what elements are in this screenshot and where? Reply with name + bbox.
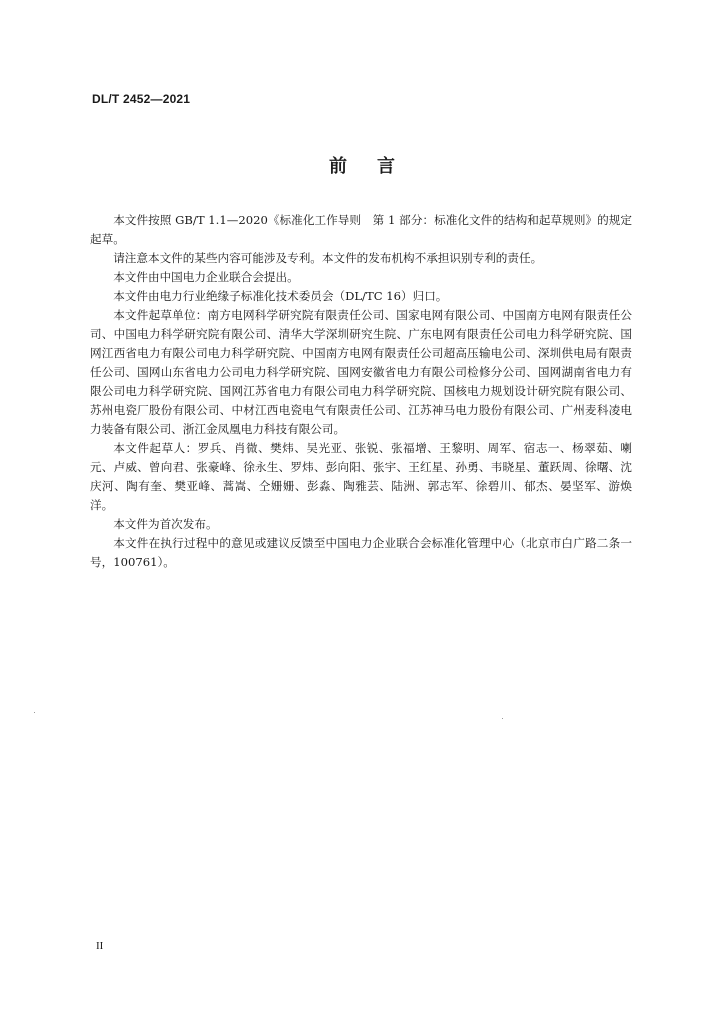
paragraph-committee: 本文件由电力行业绝缘子标准化技术委员会（DL/TC 16）归口。: [113, 289, 448, 303]
paragraph-feedback: 本文件在执行过程中的意见或建议反馈至中国电力企业联合会标准化管理中心（北京市白广路二条一号，100761）。: [90, 536, 632, 569]
page-number: II: [96, 940, 104, 952]
paragraph-first-release: 本文件为首次发布。: [113, 517, 218, 531]
paragraph-drafting-rules: 本文件按照 GB/T 1.1—2020《标准化工作导则 第 1 部分：标准化文件的结构和起草规则》的规定起草。: [90, 213, 632, 246]
foreword-body: [90, 211, 632, 572]
paragraph-proposer: 本文件由中国电力企业联合会提出。: [113, 270, 299, 284]
page-title: 前言: [329, 156, 425, 177]
document-code: DL/T 2452—2021: [92, 92, 191, 106]
paragraph-drafters: 本文件起草人：罗兵、肖微、樊炜、吴光亚、张锐、张福增、王黎明、周军、宿志一、杨翠茹、喇元、卢威、曾向君、张豪峰、徐永生、罗炜、彭向阳、张宇、王红星、孙勇、韦晓星、董跃周、徐曙、沈庆河、陶有奎、樊亚峰、蒿嵩、仝姗姗、彭淼、陶雅芸、陆洲、郭志军、徐碧川、郁杰、晏坚军、游焕洋。: [90, 441, 632, 512]
scan-speck: [502, 718, 503, 719]
paragraph-drafting-units: 本文件起草单位：南方电网科学研究院有限责任公司、国家电网有限公司、中国南方电网有限责任公司、中国电力科学研究院有限公司、清华大学深圳研究生院、广东电网有限责任公司电力科学研究院、国网江西省电力有限公司电力科学研究院、中国南方电网有限责任公司超高压输电公司、深圳供电局有限责任公司、国网山东省电力公司电力科学研究院、国网安徽省电力有限公司检修分公司、国网湖南省电力有限公司电力科学研究院、国网江苏省电力有限公司电力科学研究院、国核电力规划设计研究院有限公司、苏州电瓷厂股份有限公司、中材江西电瓷电气有限责任公司、江苏神马电力股份有限公司、广州麦科凌电力装备有限公司、浙江金凤凰电力科技有限公司。: [90, 308, 632, 436]
scan-speck: [34, 712, 35, 713]
paragraph-patent-notice: 请注意本文件的某些内容可能涉及专利。本文件的发布机构不承担识别专利的责任。: [113, 251, 543, 265]
